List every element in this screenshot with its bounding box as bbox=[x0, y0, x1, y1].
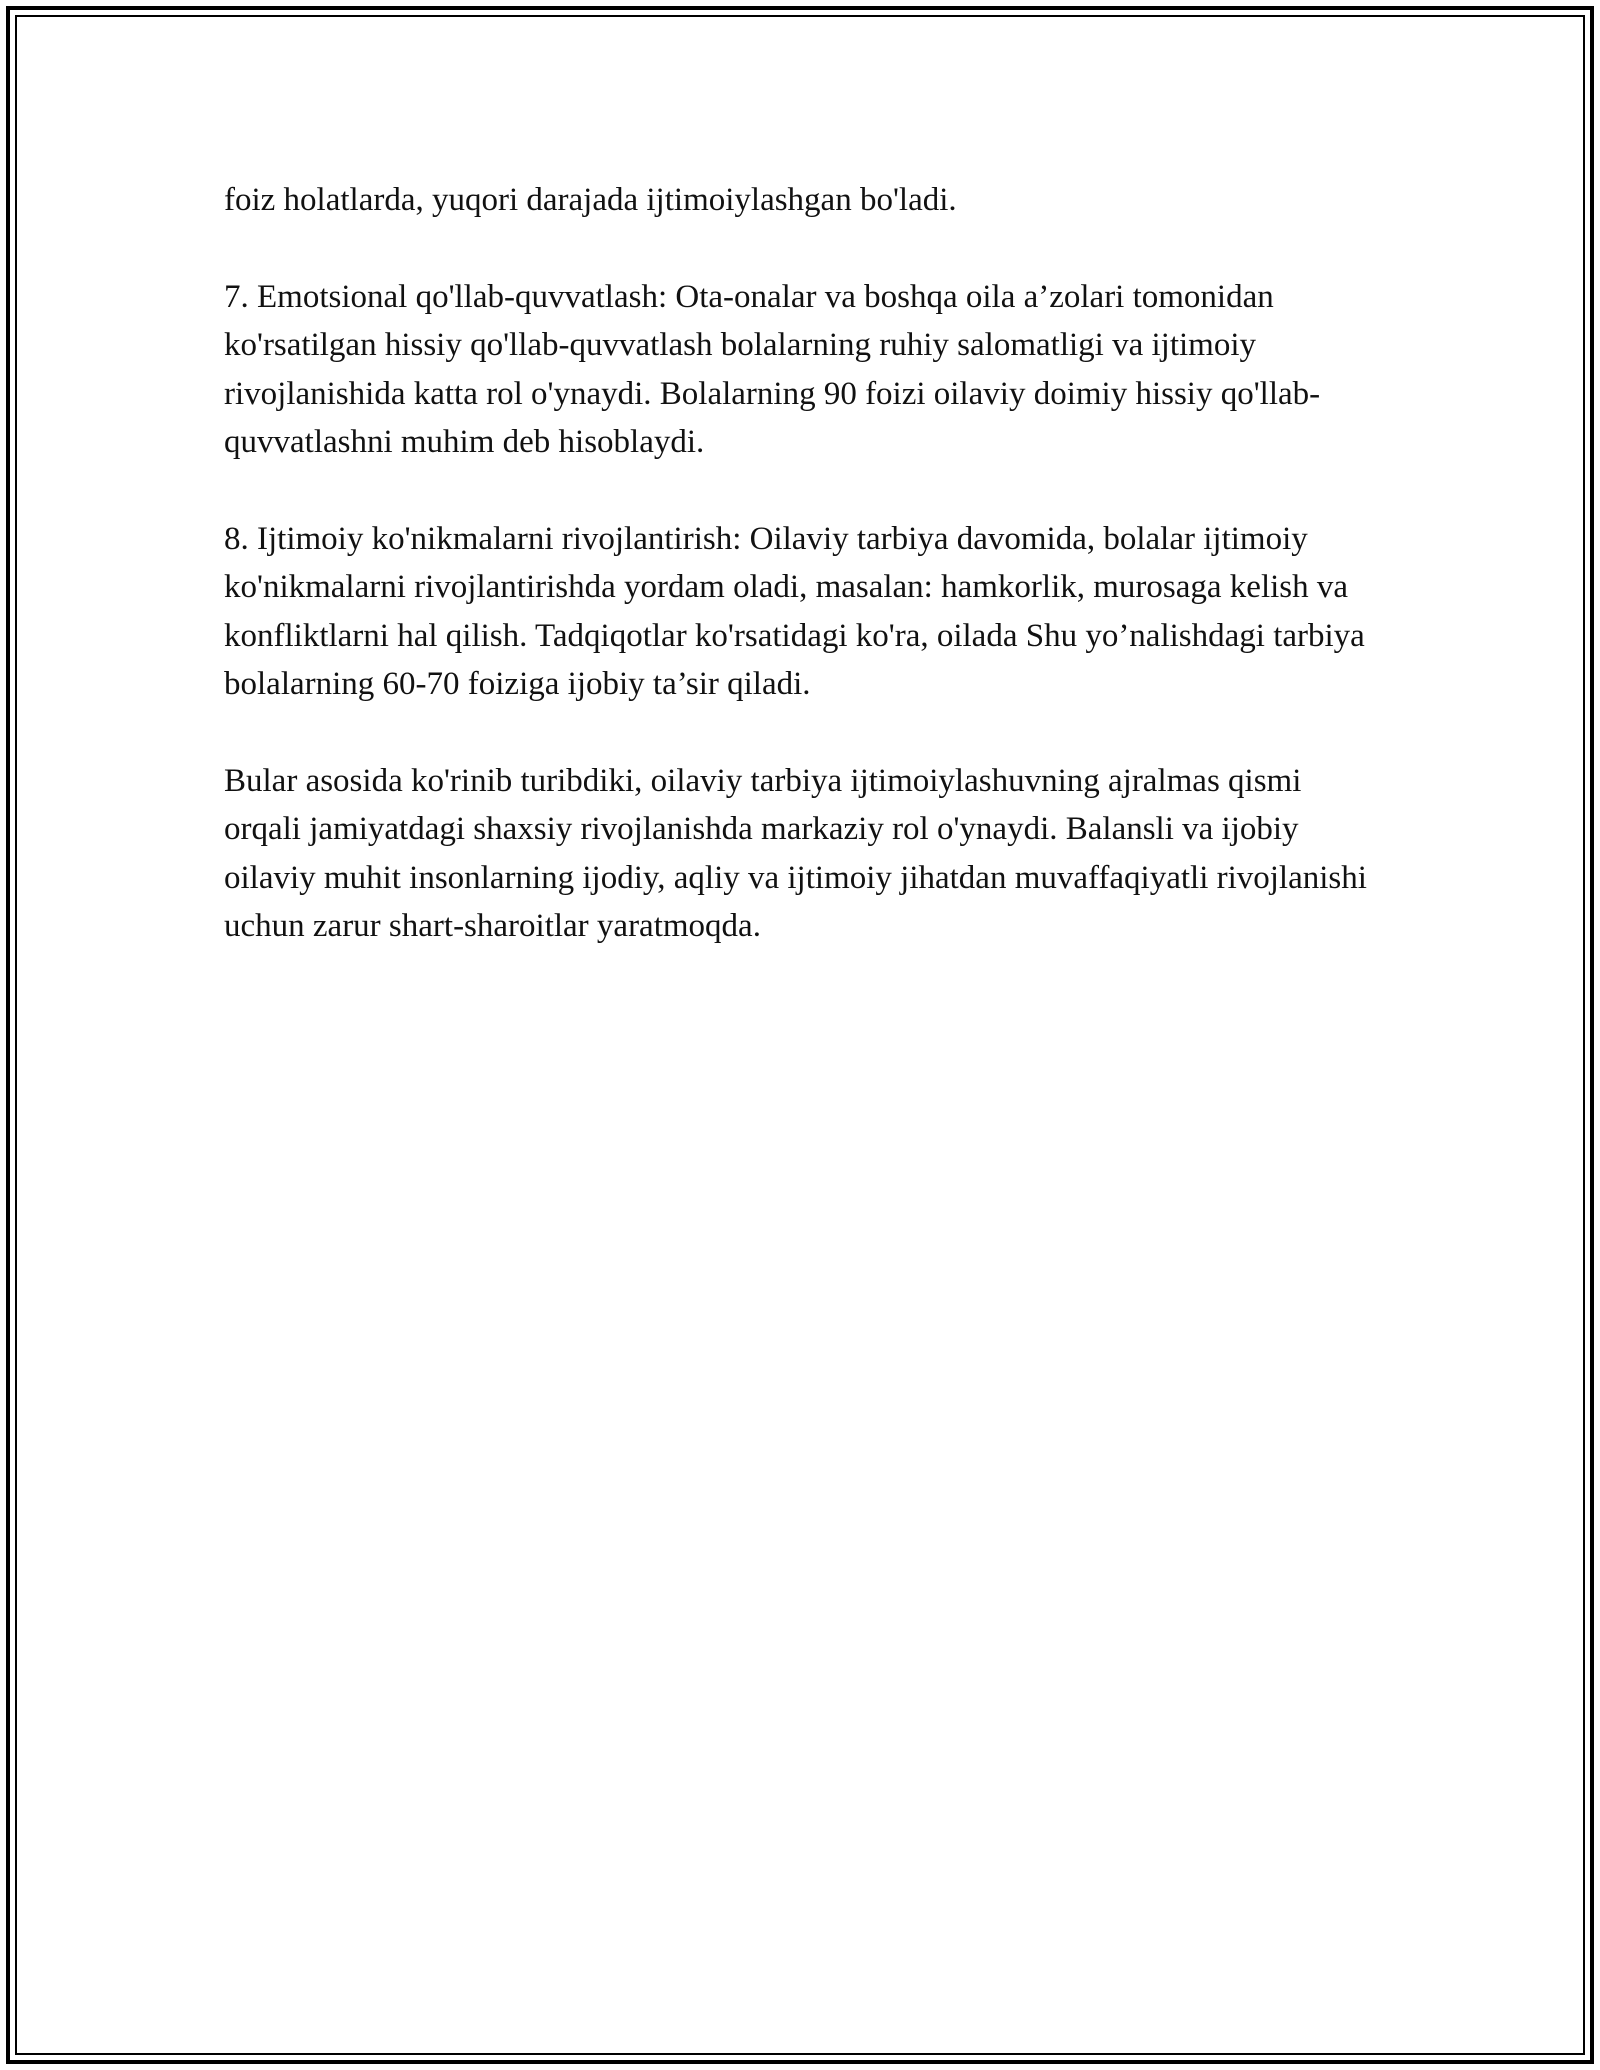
paragraph-conclusion: Bular asosida ko'rinib turibdiki, oilaviy tarbiya ijtimoiylashuvning ajralmas qismi orqali jamiyatdagi shaxsiy rivojlanishda markaziy rol o'ynaydi. Balansli va ijobiy oilaviy muhit insonlarning ijodiy, aqliy va ijtimoiy jihatdan muvaffaqiyatli rivojlanishi uchun zarur shart-sharoitlar yaratmoqda. bbox=[224, 762, 1367, 944]
paragraph-social-skills: 8. Ijtimoiy ko'nikmalarni rivojlantirish: Oilaviy tarbiya davomida, bolalar ijtimoiy ko'nikmalarni rivojlantirishda yordam oladi, masalan: hamkorlik, murosaga kelish va konfliktlarni hal qilish. Tadqiqotlar ko'rsatidagi ko'ra, oilada Shu yo’nalishdagi tarbiya bolalarning 60-70 foiziga ijobiy ta’sir qiladi. bbox=[224, 520, 1365, 702]
paragraph-continuation: foiz holatlarda, yuqori darajada ijtimoiylashgan bo'ladi. bbox=[224, 182, 957, 218]
paragraph-emotional-support: 7. Emotsional qo'llab-quvvatlash: Ota-onalar va boshqa oila a’zolari tomonidan ko'rsatilgan hissiy qo'llab-quvvatlash bolalarning ruhiy salomatligi va ijtimoiy rivojlanishida katta rol o'ynaydi. Bolalarning 90 foizi oilaviy doimiy hissiy qo'llab-quvvatlashni muhim deb hisoblaydi. bbox=[224, 278, 1321, 460]
document-body bbox=[224, 176, 1374, 999]
